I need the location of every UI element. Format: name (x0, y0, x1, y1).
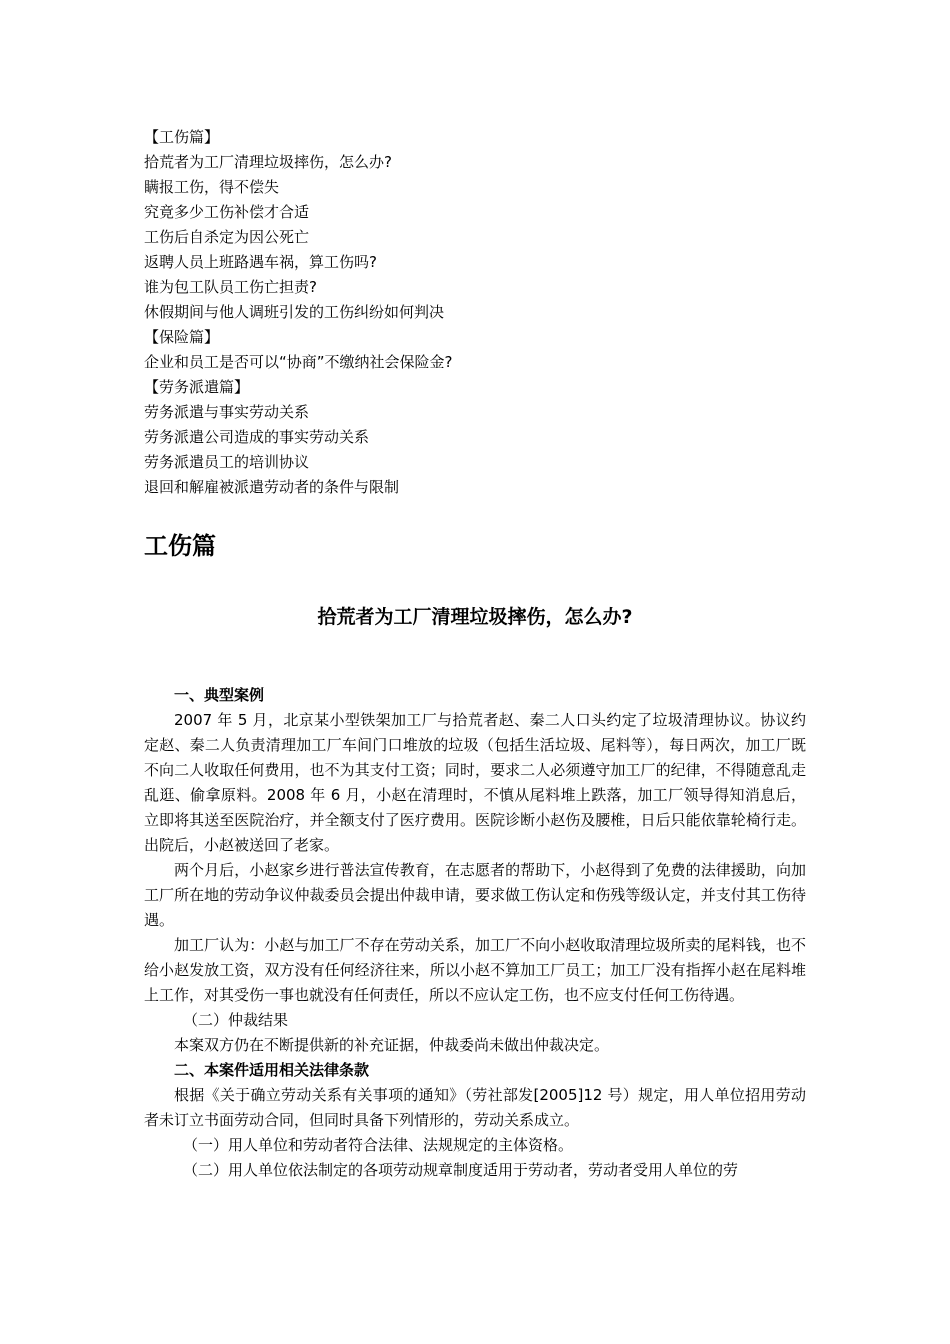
article-title: 拾荒者为工厂清理垃圾摔伤，怎么办? (317, 606, 633, 628)
toc-item[interactable]: 返聘人员上班路遇车祸，算工伤吗? (144, 253, 377, 271)
list-item: （二）用人单位依法制定的各项劳动规章制度适用于劳动者，劳动者受用人单位的劳 (183, 1161, 739, 1179)
toc-item[interactable]: 究竟多少工伤补偿才合适 (144, 203, 310, 221)
toc-item[interactable]: 拾荒者为工厂清理垃圾摔伤，怎么办? (144, 153, 392, 171)
toc-item[interactable]: 休假期间与他人调班引发的工伤纠纷如何判决 (144, 303, 445, 321)
toc-item[interactable]: 劳务派遣员工的培训协议 (144, 453, 310, 471)
list-item: （一）用人单位和劳动者符合法律、法规规定的主体资格。 (183, 1136, 574, 1154)
toc-item[interactable]: 退回和解雇被派遣劳动者的条件与限制 (144, 478, 400, 496)
toc-item[interactable]: 瞒报工伤，得不偿失 (144, 178, 280, 196)
paragraph: 2007 年 5 月，北京某小型铁架加工厂与拾荒者赵、秦二人口头约定了垃圾清理协议。协议约定赵、秦二人负责清理加工厂车间门口堆放的垃圾（包括生活垃圾、尾料等），每日两次，加工厂既不向二人收取任何费用，也不为其支付工资；同时，要求二人必须遵守加工厂的纪律，不得随意乱走乱逛、偷拿原料。2008 年 6 月，小赵在清理时，不慎从尾料堆上跌落，加工厂领导得知消息后，立即将其送至医院治疗，并全额支付了医疗费用。医院诊断小赵伤及腰椎，日后只能依靠轮椅行走。出院后，小赵被送回了老家。 (144, 711, 806, 854)
subheading-applicable-law: 二、本案件适用相关法律条款 (174, 1061, 370, 1079)
toc-item[interactable]: 劳务派遣公司造成的事实劳动关系 (144, 428, 370, 446)
subheading-arbitration-result: （二）仲裁结果 (183, 1011, 289, 1029)
toc-category-insurance[interactable]: 【保险篇】 (144, 328, 220, 346)
paragraph: 两个月后，小赵家乡进行普法宣传教育，在志愿者的帮助下，小赵得到了免费的法律援助，向加工厂所在地的劳动争议仲裁委员会提出仲裁申请，要求做工伤认定和伤残等级认定，并支付其工伤待遇。 (144, 861, 806, 929)
article-body (144, 683, 806, 1183)
toc-category-work-injury[interactable]: 【工伤篇】 (144, 128, 220, 146)
paragraph: 本案双方仍在不断提供新的补充证据，仲裁委尚未做出仲裁决定。 (174, 1036, 610, 1054)
toc-item[interactable]: 劳务派遣与事实劳动关系 (144, 403, 310, 421)
toc-category-labor-dispatch[interactable]: 【劳务派遣篇】 (144, 378, 250, 396)
paragraph: 加工厂认为：小赵与加工厂不存在劳动关系，加工厂不向小赵收取清理垃圾所卖的尾料钱，也不给小赵发放工资，双方没有任何经济往来，所以小赵不算加工厂员工；加工厂没有指挥小赵在尾料堆上工作，对其受伤一事也就没有任何责任，所以不应认定工伤，也不应支付任何工伤待遇。 (144, 936, 806, 1004)
toc-item[interactable]: 谁为包工队员工伤亡担责? (144, 278, 317, 296)
toc-item[interactable]: 企业和员工是否可以“协商”不缴纳社会保险金? (144, 353, 453, 371)
toc-item[interactable]: 工伤后自杀定为因公死亡 (144, 228, 310, 246)
table-of-contents (144, 125, 824, 500)
subheading-typical-case: 一、典型案例 (174, 686, 265, 704)
paragraph: 根据《关于确立劳动关系有关事项的通知》（劳社部发[2005]12 号）规定，用人单位招用劳动者未订立书面劳动合同，但同时具备下列情形的，劳动关系成立。 (144, 1086, 806, 1129)
section-heading: 工伤篇 (144, 532, 216, 560)
